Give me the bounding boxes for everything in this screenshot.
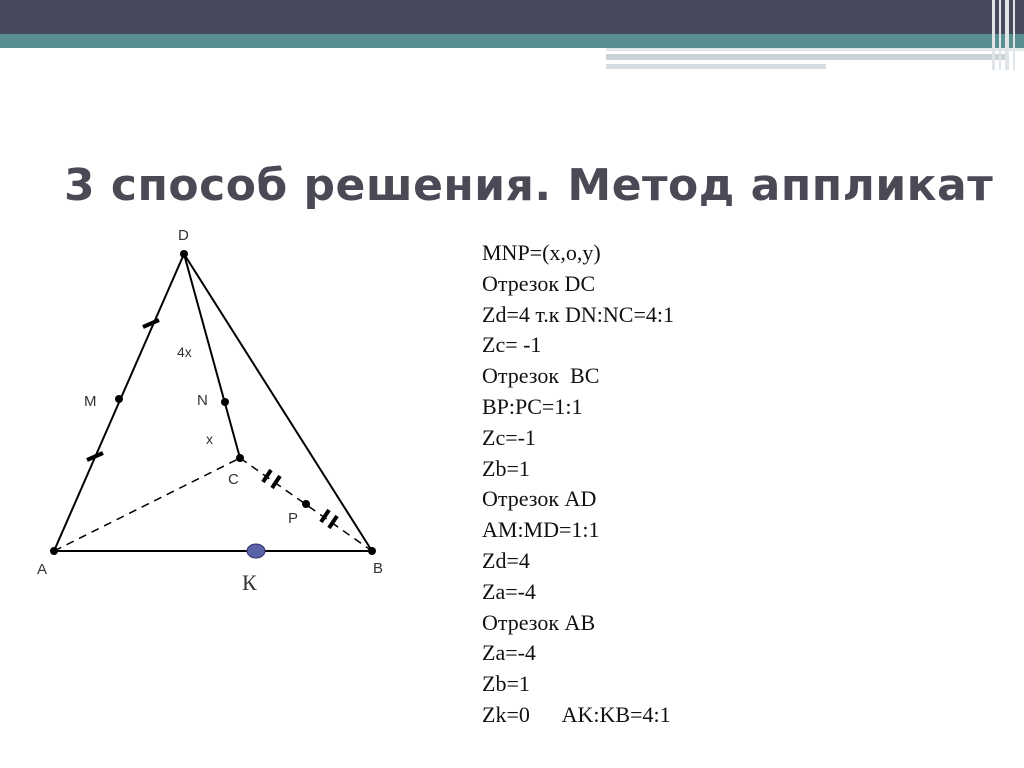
point-p (302, 500, 310, 508)
note-line: BP:PC=1:1 (482, 393, 583, 419)
label-k: К (242, 570, 257, 595)
note-line: Отрезок DC (482, 270, 596, 296)
edge-dc (184, 254, 240, 458)
header-band-light-short (606, 64, 826, 69)
solution-notes (482, 238, 674, 731)
note-line: Za=-4 (482, 578, 536, 604)
note-line: MNP=(x,o,y) (482, 240, 601, 265)
header-stripe (992, 0, 995, 70)
point-k (247, 544, 265, 558)
label-d: D (178, 227, 189, 244)
tick-mark-dm (143, 320, 159, 327)
header-band-light (606, 54, 1006, 60)
edge-ac-hidden (54, 458, 240, 551)
point-m (115, 395, 123, 403)
edge-db (184, 254, 372, 551)
label-dn-length: 4x (177, 344, 192, 360)
point-c (236, 454, 244, 462)
note-line: Zk=0 AK:KB=4:1 (482, 701, 671, 727)
header-band-light-top (606, 48, 1024, 51)
note-line: Zb=1 (482, 671, 530, 697)
header-stripe (999, 0, 1001, 70)
note-line: Zd=4 т.к DN:NC=4:1 (482, 301, 674, 327)
note-line: Отрезок AD (482, 486, 597, 512)
note-line: AM:MD=1:1 (482, 517, 600, 543)
label-nc-length: x (206, 431, 213, 447)
point-b (368, 547, 376, 555)
note-line: Zb=1 (482, 455, 530, 481)
header-stripe (1013, 0, 1015, 70)
note-line: Отрезок AB (482, 609, 596, 635)
label-b: B (373, 560, 384, 577)
note-line: Zd=4 (482, 547, 530, 573)
label-a: A (37, 561, 48, 578)
label-m: M (84, 393, 97, 410)
pyramid-diagram (0, 215, 420, 605)
label-n: N (197, 392, 208, 409)
header-band-teal (0, 34, 1024, 48)
point-d (180, 250, 188, 258)
note-line: Za=-4 (482, 640, 536, 666)
slide-title: 3 способ решения. Метод аппликат (64, 160, 994, 211)
note-line: Zc= -1 (482, 332, 542, 358)
label-c: C (228, 471, 239, 488)
header-band-dark (0, 0, 1024, 34)
tick-mark-cp (263, 470, 271, 482)
label-p: P (288, 510, 299, 527)
note-line: Zc=-1 (482, 424, 536, 450)
header-stripe (1005, 0, 1009, 70)
point-a (50, 547, 58, 555)
note-line: Отрезок BC (482, 363, 600, 389)
point-n (221, 398, 229, 406)
